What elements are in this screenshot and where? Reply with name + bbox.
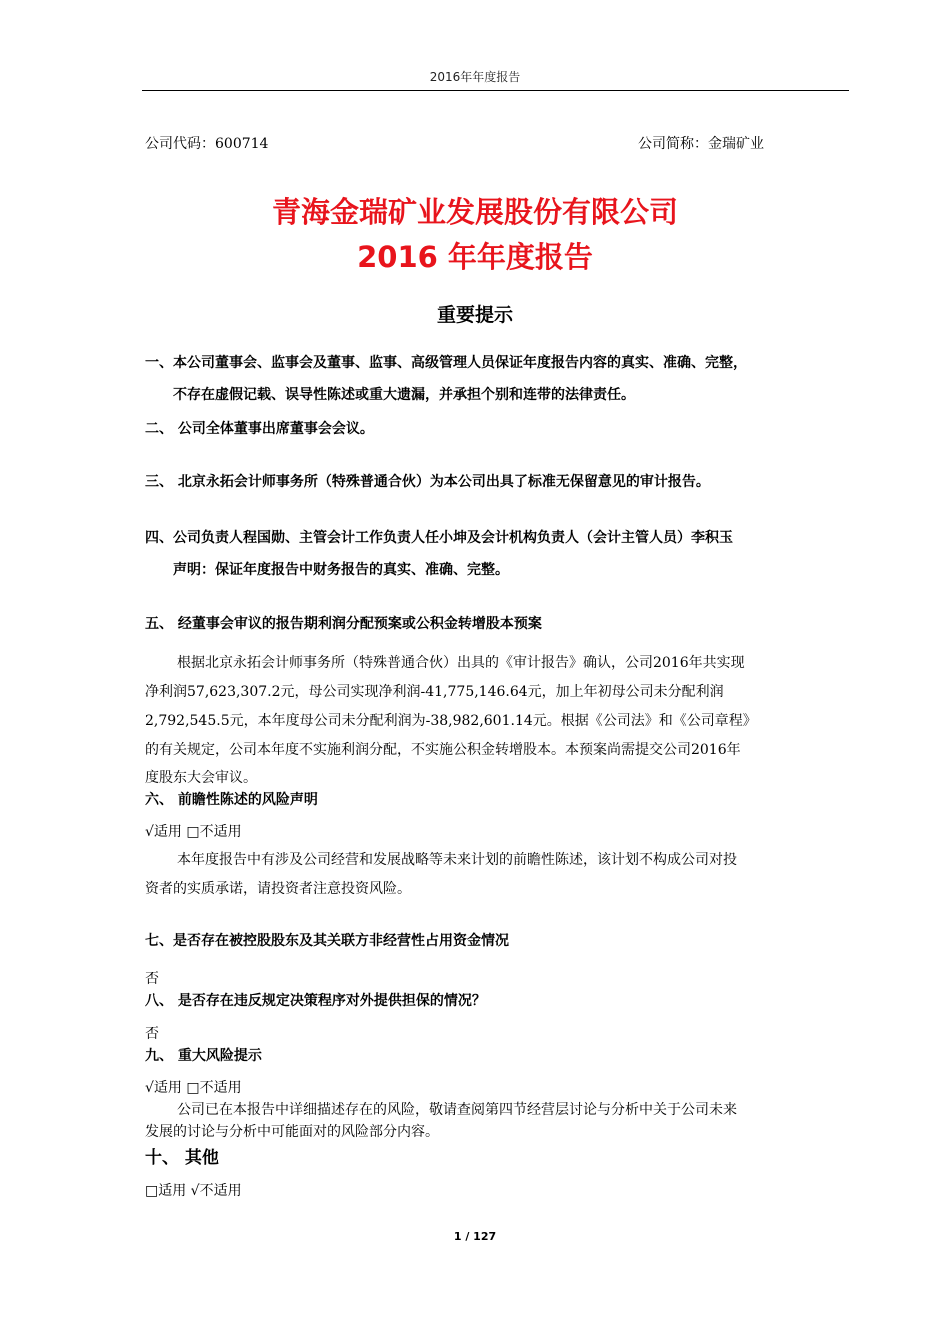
company-short-name: 公司简称：金瑞矿业 xyxy=(638,136,764,152)
item-four-line1: 四、公司负责人程国勋、主管会计工作负责人任小坤及会计机构负责人（会计主管人员）李积玉 xyxy=(145,530,733,546)
report-title-year: 2016 年年度报告 xyxy=(357,240,593,274)
item-seven-answer: 否 xyxy=(145,971,159,987)
item-ten-checkbox-line: □适用 √不适用 xyxy=(145,1183,242,1199)
item-three: 三、 北京永拓会计师事务所（特殊普通合伙）为本公司出具了标准无保留意见的审计报告。 xyxy=(145,474,710,490)
item-seven-heading: 七、是否存在被控股股东及其关联方非经营性占用资金情况 xyxy=(145,933,509,949)
item-nine-heading: 九、 重大风险提示 xyxy=(145,1048,262,1064)
item-five-para-line3: 2,792,545.5元，本年度母公司未分配利润为-38,982,601.14元。根据《公司法》和《公司章程》 xyxy=(145,713,757,729)
item-two: 二、 公司全体董事出席董事会会议。 xyxy=(145,421,374,437)
item-four-line2: 声明：保证年度报告中财务报告的真实、准确、完整。 xyxy=(173,562,509,578)
item-five-para-line5: 度股东大会审议。 xyxy=(145,770,257,786)
item-six-heading: 六、 前瞻性陈述的风险声明 xyxy=(145,792,318,808)
item-eight-heading: 八、 是否存在违反规定决策程序对外提供担保的情况？ xyxy=(145,993,486,1009)
item-five-para-line4: 的有关规定，公司本年度不实施利润分配，不实施公积金转增股本。本预案尚需提交公司2016年 xyxy=(145,742,741,758)
company-code: 公司代码：600714 xyxy=(145,136,269,152)
page-number: 1 / 127 xyxy=(453,1230,497,1243)
item-five-heading: 五、 经董事会审议的报告期利润分配预案或公积金转增股本预案 xyxy=(145,616,542,632)
item-nine-checkbox-line: √适用 □不适用 xyxy=(145,1080,242,1096)
item-nine-para-line2: 发展的讨论与分析中可能面对的风险部分内容。 xyxy=(145,1124,439,1140)
item-six-para-line1: 本年度报告中有涉及公司经营和发展战略等未来计划的前瞻性陈述，该计划不构成公司对投 xyxy=(177,852,737,868)
running-header: 2016年年度报告 xyxy=(429,70,521,84)
item-six-checkbox-line: √适用 □不适用 xyxy=(145,824,242,840)
notice-heading: 重要提示 xyxy=(436,304,513,326)
item-six-para-line2: 资者的实质承诺，请投资者注意投资风险。 xyxy=(145,881,411,897)
item-nine-para-line1: 公司已在本报告中详细描述存在的风险，敬请查阅第四节经营层讨论与分析中关于公司未来 xyxy=(177,1102,737,1118)
item-five-para-line2: 净利润57,623,307.2元，母公司实现净利润-41,775,146.64元，加上年初母公司未分配利润 xyxy=(145,684,724,700)
item-five-para-line1: 根据北京永拓会计师事务所（特殊普通合伙）出具的《审计报告》确认，公司2016年共实现 xyxy=(177,655,745,671)
item-ten-heading: 十、 其他 xyxy=(145,1148,219,1168)
item-eight-answer: 否 xyxy=(145,1026,159,1042)
item-one-line1: 一、本公司董事会、监事会及董事、监事、高级管理人员保证年度报告内容的真实、准确、完整， xyxy=(145,355,747,371)
item-one-line2: 不存在虚假记载、误导性陈述或重大遗漏，并承担个别和连带的法律责任。 xyxy=(173,387,635,403)
report-title-company: 青海金瑞矿业发展股份有限公司 xyxy=(271,195,678,229)
header-rule xyxy=(142,90,849,91)
